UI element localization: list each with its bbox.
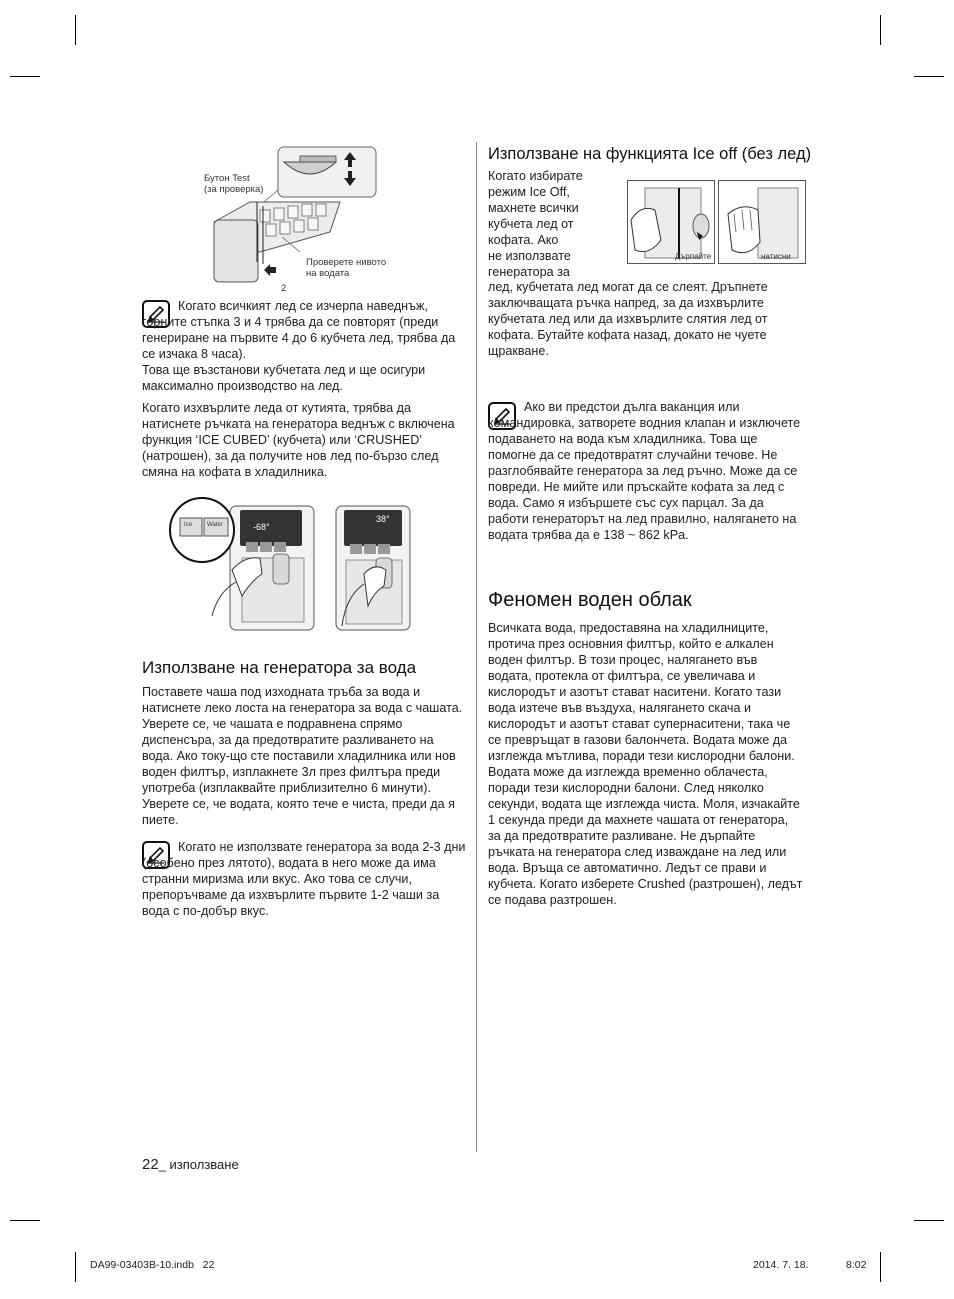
crop-mark [10, 1220, 40, 1221]
crop-mark [880, 15, 881, 45]
ice-off-body-full: лед, кубчетата лед могат да се слеят. Дръпнете заключващата ръчка напред, за да изхвърлите кубчетата лед или да изхвърлите слятия лед от кофата. Бутайте кофата назад, докато не чуете щракване. [488, 280, 768, 358]
crop-mark [75, 1252, 76, 1282]
page-number-value: 22 [142, 1156, 159, 1173]
crop-mark [75, 15, 76, 45]
paragraph-remove-ice: Когато изхвърлите леда от кутията, трябва да натиснете ръчката на генератора веднъж с включена функция ‘ICE CUBED’ (кубчета) или ‘CRUSHED’ (натрошен), за да получите нов лед по-бързо след смяна на кофата в хладилника. [142, 401, 455, 479]
crop-mark [914, 76, 944, 77]
ice-off-title: Използване на функцията Ice off (без лед) [488, 145, 812, 163]
label-press: натисни [761, 252, 791, 261]
footer-time: 8:02 [846, 1259, 867, 1271]
arrow-number: 2 [281, 283, 287, 294]
cloud-section-title: Феномен воден облак [488, 589, 692, 611]
page-section-name: _ използване [158, 1157, 239, 1172]
crop-mark [914, 1220, 944, 1221]
page-number [142, 1156, 239, 1173]
column-divider [476, 142, 477, 1152]
crop-mark [10, 76, 40, 77]
label-check-water: Проверете нивото на водата [306, 257, 387, 279]
footer-date: 2014. 7. 18. [753, 1259, 809, 1271]
dispenser-button-ice: Ice [184, 522, 193, 528]
dispenser-button-water: Water [207, 522, 223, 528]
note-ice-depleted: Когато всичкият лед се изчерпа наведнъж, горните стъпка 3 и 4 трябва да се повторят (преди генериране на първите 4 до 6 кубчета лед, трябва да се изчака 8 часа). Това ще възстанови кубчетата лед и ще осигури максимално производство на лед. [142, 299, 456, 393]
dispenser-illustration-ice [168, 496, 316, 634]
water-section-body: Поставете чаша под изходната тръба за вода и натиснете леко лоста на генератора за вода с чашата. Уверете се, че чашата е подравнена спрямо диспенсъра, за да предотвратите разливането на вода. Ако току-що сте поставили хладилника или нов воден филтър, изплакнете 3л през филтъра преди употреба (изплаквайте приблизително 6 минути). Уверете се, че водата, която тече е чиста, преди да я пиете. [142, 685, 463, 827]
dispenser-illustration-water [334, 504, 412, 634]
label-pull: Дърпайте [675, 252, 712, 261]
crop-mark [880, 1252, 881, 1282]
dispenser-display-temp-ice: -68° [253, 522, 270, 532]
water-section-note: Когато не използвате генератора за вода 2-3 дни (особено през лятото), водата в него може да има странни миризма или вкус. Ако това се случи, препоръчваме да изхвърлите първите 1-2 чаши за вода с по-добър вкус. [142, 840, 466, 918]
vacation-note: Ако ви предстои дълга ваканция или командировка, затворете водния клапан и изключете подаването на вода към хладилника. Това ще помогне да се предотвратят случайни течове. Не разглобявайте генератора за лед ръчно. Може да се повреди. Не мийте или пръскайте кофата за лед с вода. Само я избършете със сух парцал. За да работи генераторът на лед правилно, налягането на водата трябва да е 138 ~ 862 kPa. [488, 400, 801, 542]
cloud-section-body: Всичката вода, предоставяна на хладилниците, протича през основния филтър, който е алкален воден филтър. В този процес, налягането във водата, протекла от филтъра, се увеличава и кислородът и азотът стават наситени. Когато тази вода изтече във въздуха, налягането скача и кислородът и азотът стават супернаситени, така че се превръщат в газови балончета. Водата може да изглежда мътлива, поради тези кислородни балони. Водата може да изглежда временно облачеста, поради тези кислородни балони. След няколко секунди, водата ще изглежда чиста. Моля, изчакайте 1 секунда преди да махнете чашата от генератора, за да предотвратите разливане. Не дърпайте ръчката на генератора след изваждане на лед или вода. Връща се автоматично. Ледът се прави и кубчета. Когато изберете Crushed (разтрошен), ледът се подава разтрошен. [488, 621, 803, 907]
footer-file: DA99-03403B-10.indb 22 [90, 1259, 215, 1271]
dispenser-display-temp-water: 38° [376, 514, 390, 524]
ice-off-body-narrow: Когато избирате режим Ice Off, махнете всички кубчета лед от кофата. Ако не използвате генератора за [488, 169, 583, 279]
label-test-button: Бутон Test (за проверка) [204, 173, 264, 195]
water-section-title: Използване на генератора за вода [142, 658, 417, 677]
